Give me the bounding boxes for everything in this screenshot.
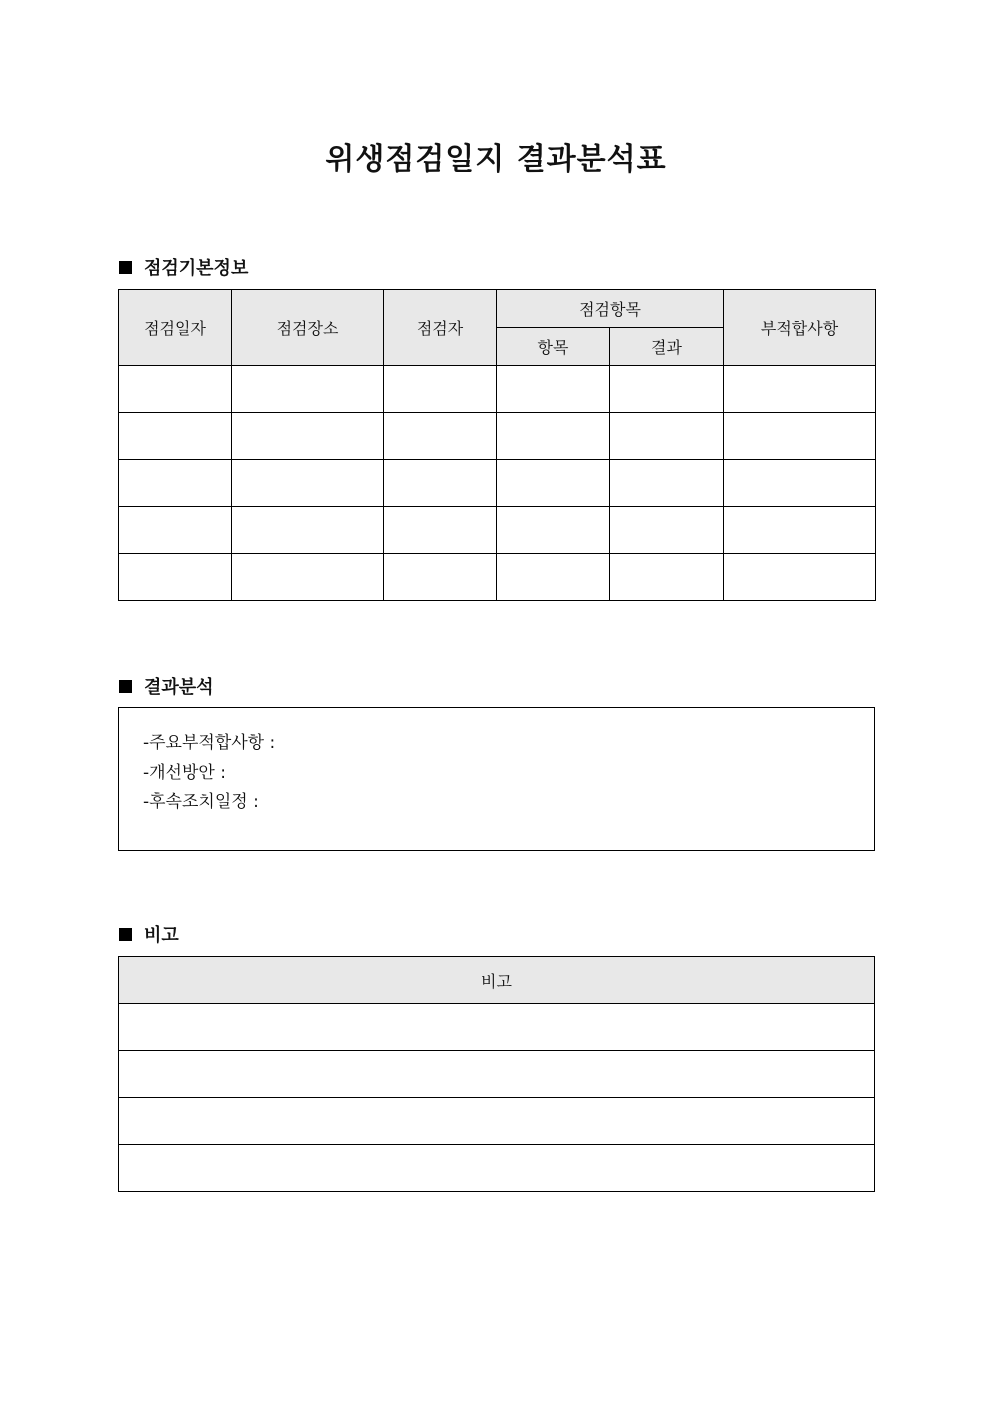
header-place: 점검장소 xyxy=(232,290,384,366)
cell-item[interactable] xyxy=(497,507,610,554)
cell-result[interactable] xyxy=(610,460,724,507)
section-heading-remarks xyxy=(119,921,179,947)
square-bullet-icon xyxy=(119,680,132,693)
cell-remarks[interactable] xyxy=(119,1145,875,1192)
section-heading-label: 점검기본정보 xyxy=(144,258,249,279)
analysis-line-improvement-plan: -개선방안 : xyxy=(143,763,226,783)
cell-date[interactable] xyxy=(119,366,232,413)
cell-nonconformity[interactable] xyxy=(724,366,876,413)
cell-inspector[interactable] xyxy=(384,507,497,554)
cell-inspector[interactable] xyxy=(384,554,497,601)
cell-place[interactable] xyxy=(232,413,384,460)
cell-inspector[interactable] xyxy=(384,460,497,507)
square-bullet-icon xyxy=(119,928,132,941)
section-heading-analysis xyxy=(119,673,214,699)
cell-date[interactable] xyxy=(119,413,232,460)
cell-item[interactable] xyxy=(497,554,610,601)
analysis-line-major-nonconformity: -주요부적합사항 : xyxy=(143,733,276,753)
cell-nonconformity[interactable] xyxy=(724,554,876,601)
remarks-table xyxy=(118,956,875,1192)
cell-date[interactable] xyxy=(119,507,232,554)
analysis-line-followup-schedule: -후속조치일정 : xyxy=(143,792,259,812)
cell-result[interactable] xyxy=(610,507,724,554)
cell-place[interactable] xyxy=(232,366,384,413)
table-row xyxy=(119,1145,875,1192)
page-title: 위생점검일지 결과분석표 xyxy=(325,142,667,177)
header-result: 결과 xyxy=(610,328,724,366)
cell-result[interactable] xyxy=(610,366,724,413)
section-heading-label: 비고 xyxy=(144,925,179,946)
table-row xyxy=(119,413,876,460)
cell-place[interactable] xyxy=(232,460,384,507)
cell-result[interactable] xyxy=(610,554,724,601)
cell-date[interactable] xyxy=(119,554,232,601)
cell-result[interactable] xyxy=(610,413,724,460)
cell-item[interactable] xyxy=(497,460,610,507)
square-bullet-icon xyxy=(119,261,132,274)
section-heading-basic-info xyxy=(119,254,248,280)
table-row xyxy=(119,1051,875,1098)
cell-inspector[interactable] xyxy=(384,366,497,413)
header-date: 점검일자 xyxy=(119,290,232,366)
cell-nonconformity[interactable] xyxy=(724,413,876,460)
cell-item[interactable] xyxy=(497,413,610,460)
cell-place[interactable] xyxy=(232,554,384,601)
cell-nonconformity[interactable] xyxy=(724,460,876,507)
header-remarks: 비고 xyxy=(119,957,875,1004)
cell-item[interactable] xyxy=(497,366,610,413)
header-nonconformity: 부적합사항 xyxy=(724,290,876,366)
header-inspector: 점검자 xyxy=(384,290,497,366)
cell-remarks[interactable] xyxy=(119,1098,875,1145)
cell-date[interactable] xyxy=(119,460,232,507)
table-row xyxy=(119,1004,875,1051)
cell-remarks[interactable] xyxy=(119,1004,875,1051)
cell-place[interactable] xyxy=(232,507,384,554)
header-items-group: 점검항목 xyxy=(497,290,724,328)
table-row xyxy=(119,554,876,601)
basic-info-table xyxy=(118,289,876,601)
section-heading-label: 결과분석 xyxy=(144,677,214,698)
cell-remarks[interactable] xyxy=(119,1051,875,1098)
table-row xyxy=(119,507,876,554)
table-row xyxy=(119,366,876,413)
table-row xyxy=(119,460,876,507)
table-row xyxy=(119,1098,875,1145)
cell-inspector[interactable] xyxy=(384,413,497,460)
header-item: 항목 xyxy=(497,328,610,366)
analysis-box[interactable] xyxy=(118,707,875,851)
cell-nonconformity[interactable] xyxy=(724,507,876,554)
